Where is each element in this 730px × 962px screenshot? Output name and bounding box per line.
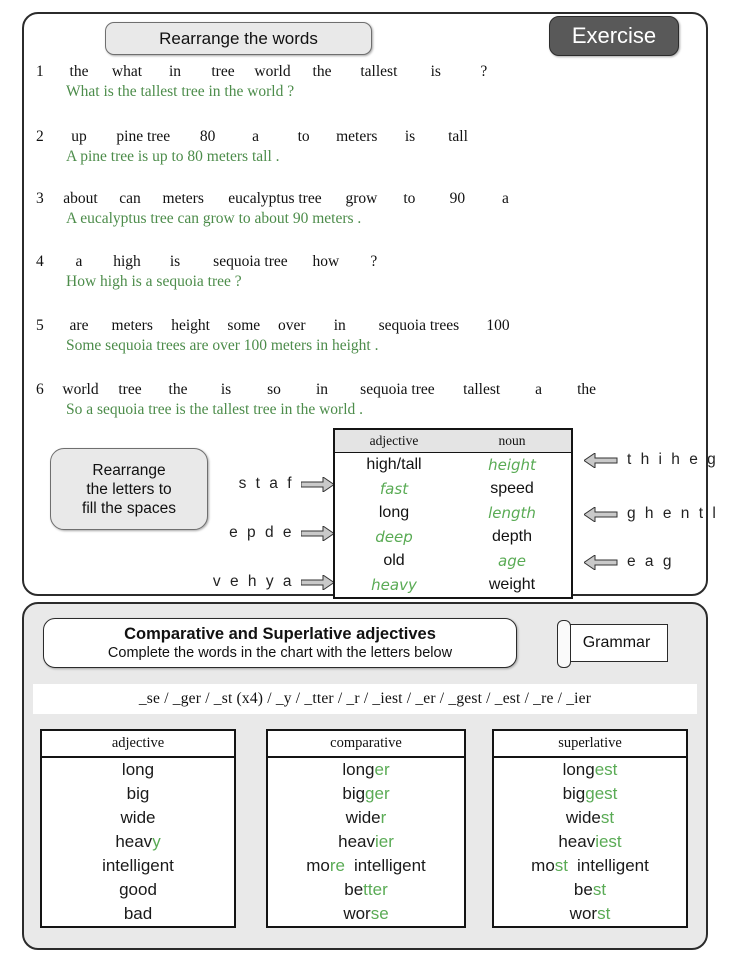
table-cell-word <box>494 902 686 926</box>
scrambled-word: some <box>227 317 261 334</box>
scrambled-word: 90 <box>449 190 466 207</box>
arrow-left-icon <box>584 555 618 570</box>
scrambled-word: tallest <box>463 381 501 398</box>
scrambled-word: meters <box>111 317 153 334</box>
table-row <box>335 453 571 477</box>
adjective-table-header: adjective <box>42 731 234 758</box>
cell-adjective: deep <box>375 527 413 546</box>
arrow-right-icon <box>301 477 335 492</box>
scrambled-word: about <box>63 190 98 207</box>
scrambled-word: is <box>404 128 416 145</box>
table-cell-word <box>494 830 686 854</box>
word-suffix: y <box>152 832 161 851</box>
word-stem: long <box>121 760 155 779</box>
scrambled-word: the <box>168 381 188 398</box>
item-number: 3 <box>36 190 44 207</box>
table-cell-word <box>42 830 234 854</box>
superlative-table-header: superlative <box>494 731 686 758</box>
scrambled-word: in <box>168 63 182 80</box>
instruction-line-1: Rearrange <box>92 461 166 479</box>
scrambled-word: is <box>220 381 232 398</box>
word-stem: mo <box>531 856 555 875</box>
item-number: 4 <box>36 253 44 270</box>
answer-sentence: A pine tree is up to 80 meters tall . <box>66 148 280 165</box>
answer-sentence: How high is a sequoia tree ? <box>66 273 242 290</box>
exercise-item <box>36 128 686 166</box>
scrambled-word: sequoia trees <box>378 317 460 334</box>
scrambled-word: ? <box>480 63 488 80</box>
table-cell-word <box>494 878 686 902</box>
exercise-badge: Exercise <box>549 16 679 56</box>
table-row <box>335 477 571 501</box>
rearrange-words-title: Rearrange the words <box>105 22 372 55</box>
scrambled-word: what <box>111 63 143 80</box>
exercise-item <box>36 253 686 291</box>
scramble-letters: s t a f <box>238 475 294 492</box>
word-suffix: st <box>554 856 569 875</box>
table-cell-word <box>494 854 686 878</box>
word-suffix: se <box>370 904 389 923</box>
scrambled-word: sequoia tree <box>213 253 288 270</box>
word-suffix: iest <box>595 832 622 851</box>
word-stem: wor <box>343 904 371 923</box>
word-stem: be <box>344 880 364 899</box>
scrambled-word: up <box>71 128 87 145</box>
word-suffix: st <box>592 880 607 899</box>
arrow-right-icon <box>301 575 335 590</box>
scrambled-word: meters <box>336 128 378 145</box>
scramble-letters: e p d e <box>229 524 294 541</box>
adjective-noun-table-body <box>335 453 571 597</box>
item-number: 6 <box>36 381 44 398</box>
scrambled-word: the <box>312 63 332 80</box>
word-stem: heav <box>338 832 375 851</box>
scrambled-words <box>36 317 686 335</box>
cell-noun: age <box>498 551 526 570</box>
scrambled-word: tree <box>118 381 142 398</box>
word-tail: intelligent <box>577 856 649 875</box>
table-row <box>335 573 571 597</box>
word-stem: wide <box>345 808 381 827</box>
grammar-title: Comparative and Superlative adjectives <box>124 625 436 643</box>
scramble-letters: v e h y a <box>212 573 294 590</box>
scrambled-word: the <box>577 381 597 398</box>
cell-noun: weight <box>488 575 536 593</box>
word-suffix: est <box>594 760 618 779</box>
grammar-subtitle: Complete the words in the chart with the letters below <box>107 645 453 661</box>
table-cell-word <box>42 902 234 926</box>
instruction-line-3: fill the spaces <box>82 499 176 517</box>
letter-scramble-left <box>205 524 335 542</box>
table-cell-word <box>42 758 234 782</box>
word-suffix: er <box>374 760 390 779</box>
letter-scramble-right <box>584 553 674 571</box>
scrambled-word: over <box>278 317 306 334</box>
scramble-letters: t h i h e g <box>627 451 719 468</box>
column-header-adjective: adjective <box>369 433 419 448</box>
answer-sentence: What is the tallest tree in the world ? <box>66 83 295 100</box>
scrambled-word: 100 <box>486 317 510 334</box>
arrow-right-icon <box>301 526 335 541</box>
cell-adjective: old <box>383 551 405 569</box>
cell-noun: speed <box>490 479 534 497</box>
word-stem: intelligent <box>102 856 174 875</box>
item-number: 1 <box>36 63 44 80</box>
scrambled-word: in <box>333 317 346 334</box>
word-suffix: re <box>329 856 345 875</box>
word-suffix: ier <box>374 832 394 851</box>
scrambled-word: high <box>113 253 141 270</box>
word-stem: be <box>573 880 593 899</box>
item-number: 5 <box>36 317 44 334</box>
arrow-left-icon <box>584 453 618 468</box>
word-suffix: gest <box>585 784 618 803</box>
scrambled-word: world <box>254 63 291 80</box>
answer-sentence: A eucalyptus tree can grow to about 90 meters . <box>66 210 362 227</box>
superlative-degree-table <box>492 729 688 928</box>
cell-noun: depth <box>491 527 533 545</box>
scrambled-word: 80 <box>199 128 216 145</box>
word-stem: heav <box>558 832 596 851</box>
table-cell-word <box>494 782 686 806</box>
grammar-badge <box>553 620 668 664</box>
answer-sentence: So a sequoia tree is the tallest tree in the world . <box>66 401 363 418</box>
word-suffix: st <box>597 904 611 923</box>
word-stem: wide <box>565 808 601 827</box>
word-suffix: ger <box>365 784 390 803</box>
cell-adjective: long <box>378 503 410 521</box>
table-row <box>335 549 571 573</box>
scrambled-words <box>36 128 686 146</box>
exercise-item <box>36 381 686 419</box>
grammar-title-plate <box>43 618 517 668</box>
scrambled-words <box>36 253 686 271</box>
scrambled-word: a <box>252 128 260 145</box>
word-tail: intelligent <box>353 856 426 875</box>
adjective-degree-table <box>40 729 236 928</box>
table-cell-word <box>494 806 686 830</box>
column-header-noun: noun <box>498 433 526 448</box>
exercise-item <box>36 190 686 228</box>
scrambled-words <box>36 63 686 81</box>
word-stem: wide <box>120 808 156 827</box>
scrambled-word: is <box>430 63 441 80</box>
letters-strip: _se / _ger / _st (x4) / _y / _tter / _r / _iest / _er / _gest / _est / _re / _ier <box>33 684 697 714</box>
scrambled-word: tree <box>211 63 235 80</box>
scroll-roll-icon <box>557 620 571 668</box>
word-stem: big <box>342 784 366 803</box>
arrow-left-icon <box>584 507 618 522</box>
table-cell-word <box>268 758 464 782</box>
scrambled-word: how <box>312 253 340 270</box>
letter-scramble-right <box>584 451 718 469</box>
scrambled-word: a <box>535 381 543 398</box>
word-stem: heav <box>115 832 153 851</box>
cell-adjective: heavy <box>371 575 417 594</box>
scrambled-word: a <box>75 253 83 270</box>
scrambled-word: pine tree <box>116 128 171 145</box>
table-cell-word <box>268 782 464 806</box>
item-number: 2 <box>36 128 44 145</box>
cell-adjective: fast <box>379 479 409 498</box>
table-cell-word <box>268 806 464 830</box>
adjective-table-body <box>42 758 234 926</box>
adjective-noun-table-header <box>335 430 571 453</box>
word-stem: bad <box>123 904 153 923</box>
table-row <box>335 525 571 549</box>
word-stem: long <box>562 760 595 779</box>
scrambled-word: ? <box>370 253 378 270</box>
table-cell-word <box>42 782 234 806</box>
adjective-noun-table <box>333 428 573 599</box>
scrambled-word: world <box>62 381 99 398</box>
exercise-item <box>36 317 686 355</box>
letter-scramble-right <box>584 505 718 523</box>
table-cell-word <box>268 878 464 902</box>
scrambled-word: can <box>119 190 141 207</box>
word-suffix: st <box>600 808 615 827</box>
comparative-table-header: comparative <box>268 731 464 758</box>
table-cell-word <box>42 854 234 878</box>
comparative-table-body <box>268 758 464 926</box>
scrambled-words <box>36 190 686 208</box>
scrambled-word: is <box>169 253 181 270</box>
letter-scramble-left <box>205 475 335 493</box>
cell-noun: length <box>488 503 536 522</box>
scrambled-word: to <box>403 190 416 207</box>
superlative-table-body <box>494 758 686 926</box>
cell-noun: height <box>488 455 536 474</box>
letter-scramble-left <box>205 573 335 591</box>
comparative-degree-table <box>266 729 466 928</box>
scrambled-word: are <box>69 317 89 334</box>
scramble-letters: e a g <box>627 553 674 570</box>
cell-adjective: high/tall <box>366 455 422 473</box>
table-cell-word <box>494 758 686 782</box>
scrambled-word: tallest <box>360 63 398 80</box>
table-cell-word <box>268 854 464 878</box>
word-stem: big <box>562 784 586 803</box>
word-suffix: r <box>380 808 387 827</box>
word-stem: big <box>126 784 150 803</box>
scrambled-word: height <box>171 317 210 334</box>
table-cell-word <box>42 878 234 902</box>
table-cell-word <box>268 902 464 926</box>
scrambled-word: sequoia tree <box>360 381 435 398</box>
word-stem: long <box>342 760 375 779</box>
scramble-letters: g h e n t l <box>627 505 719 522</box>
scrambled-word: grow <box>345 190 378 207</box>
scrambled-word: so <box>267 381 281 398</box>
word-stem: good <box>119 880 157 899</box>
scrambled-word: the <box>69 63 89 80</box>
word-stem: wor <box>569 904 598 923</box>
scrambled-word: tall <box>448 128 468 145</box>
table-cell-word <box>42 806 234 830</box>
scrambled-word: meters <box>162 190 204 207</box>
word-suffix: tter <box>363 880 388 899</box>
scrambled-word: to <box>297 128 310 145</box>
scrambled-words <box>36 381 686 399</box>
instruction-line-2: the letters to <box>86 480 172 498</box>
answer-sentence: Some sequoia trees are over 100 meters in height . <box>66 337 379 354</box>
scrambled-word: eucalyptus tree <box>228 190 322 207</box>
scrambled-word: a <box>501 190 509 207</box>
table-row <box>335 501 571 525</box>
word-stem: mo <box>306 856 330 875</box>
exercise-item <box>36 63 686 101</box>
grammar-badge-label: Grammar <box>565 624 668 662</box>
table-cell-word <box>268 830 464 854</box>
scrambled-word: in <box>315 381 329 398</box>
rearrange-letters-instruction <box>50 448 208 530</box>
